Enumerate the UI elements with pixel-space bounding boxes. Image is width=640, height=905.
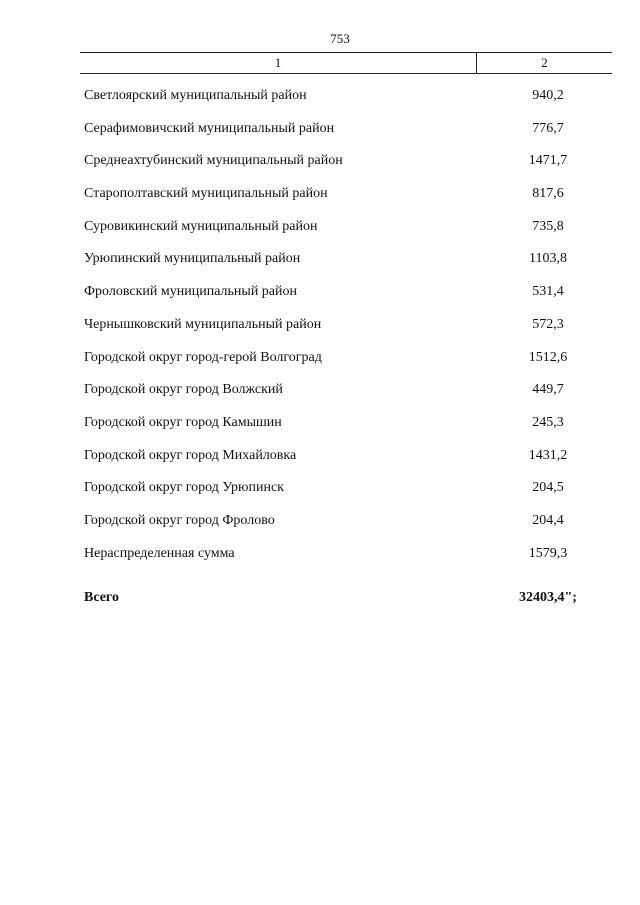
row-name: Городской округ город Урюпинск [84, 480, 284, 496]
row-value: 531,4 [532, 284, 564, 300]
row-value: 940,2 [532, 88, 564, 103]
table-row [84, 513, 604, 546]
table-row [84, 88, 604, 121]
row-name: Городской округ город Михайловка [84, 447, 297, 463]
total-label: Всего [84, 590, 119, 605]
table-row [84, 480, 604, 513]
table-row [84, 546, 604, 579]
row-value: 572,3 [532, 316, 564, 332]
table-row [84, 448, 604, 481]
table-row [84, 317, 604, 350]
row-value: 204,5 [532, 480, 564, 496]
column-header-2: 2 [541, 55, 548, 70]
table-row [84, 219, 604, 252]
table-row [84, 284, 604, 317]
row-name: Старополтавский муниципальный район [84, 186, 328, 202]
row-value: 1579,3 [528, 545, 568, 561]
row-value: 1431,2 [528, 447, 568, 463]
table-row [84, 121, 604, 154]
row-name: Фроловский муниципальный район [84, 284, 298, 300]
row-name: Урюпинский муниципальный район [84, 251, 301, 267]
row-name: Светлоярский муниципальный район [84, 88, 307, 103]
table-row [84, 186, 604, 219]
column-header-1: 1 [80, 53, 477, 73]
page-number: 753 [330, 31, 350, 46]
table-row [84, 415, 604, 448]
row-name: Нераспределенная сумма [84, 545, 235, 561]
row-name: Чернышковский муниципальный район [84, 316, 322, 332]
row-value: 1471,7 [528, 153, 568, 169]
row-name: Городской округ город Волжский [84, 382, 283, 398]
row-name: Городской округ город-герой Волгоград [84, 349, 322, 365]
table-row [84, 251, 604, 284]
table-row [84, 153, 604, 186]
row-value: 817,6 [532, 186, 564, 202]
table-row [84, 350, 604, 383]
table-row [84, 382, 604, 415]
table-body [84, 88, 604, 578]
table-header [80, 52, 612, 74]
total-value: 32403,4"; [519, 590, 577, 605]
row-value: 1103,8 [529, 251, 567, 267]
row-value: 245,3 [532, 414, 564, 430]
row-value: 776,7 [532, 120, 564, 136]
row-name: Серафимовичский муниципальный район [84, 120, 335, 136]
row-name: Среднеахтубинский муниципальный район [84, 153, 343, 169]
row-value: 449,7 [532, 382, 564, 398]
row-value: 735,8 [532, 218, 564, 234]
row-name: Городской округ город Фролово [84, 512, 275, 528]
row-name: Суровикинский муниципальный район [84, 218, 318, 234]
row-value: 204,4 [532, 512, 564, 528]
row-value: 1512,6 [528, 349, 568, 365]
row-name: Городской округ город Камышин [84, 414, 282, 430]
